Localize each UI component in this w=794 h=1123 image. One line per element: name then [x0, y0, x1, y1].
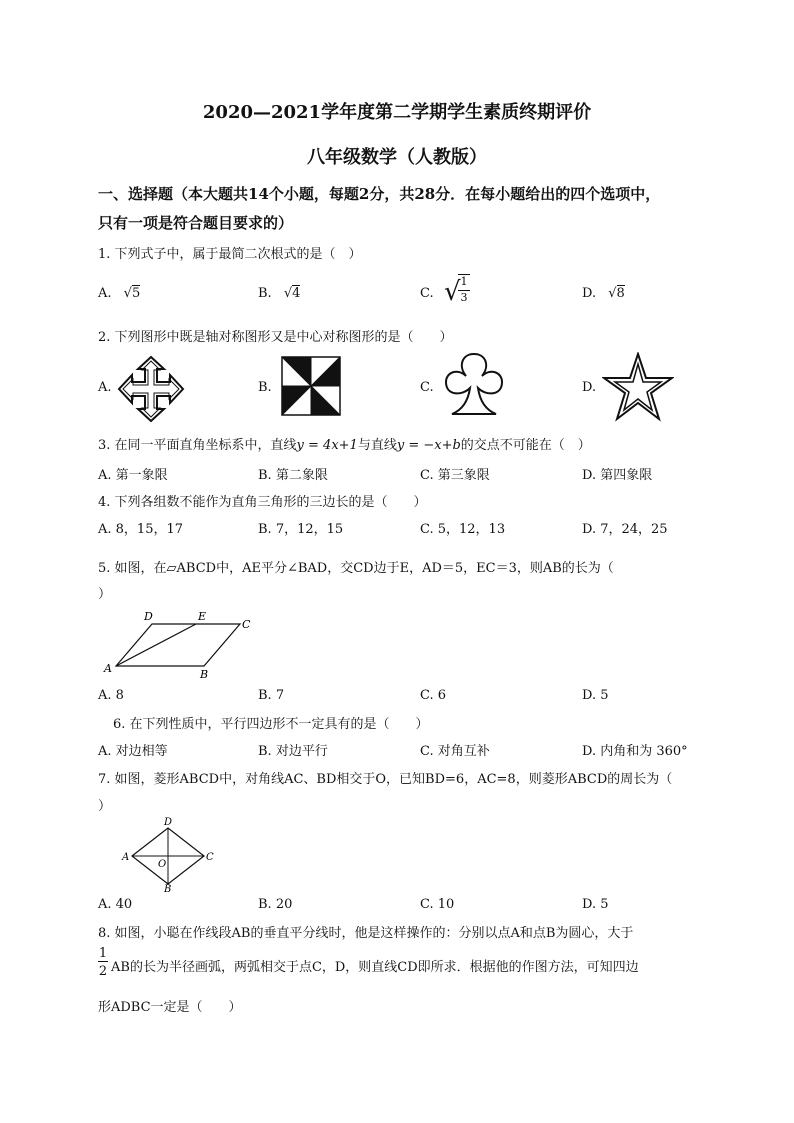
radicand: 4 [292, 286, 301, 301]
question-7-stem-cont: ） [98, 799, 112, 814]
question-8-line1: 8. 如图，小聪在作线段AB的垂直平分线时，他是这样操作的：分别以点A和点B为圆心，大于 [98, 926, 634, 941]
question-8-line2: AB的长为半径画弧，两弧相交于点C，D，则直线CD即所求．根据他的作图方法，可知四边 [111, 960, 639, 975]
q1-option-a [98, 286, 140, 301]
question-7-stem: 7. 如图，菱形ABCD中，对角线AC、BD相交于O，已知BD=6，AC=8，则菱形ABCD的周长为（ [98, 772, 673, 787]
q3-option-c: C. 第三象限 [420, 468, 490, 483]
parallelogram-figure [100, 606, 260, 682]
q5-option-b: B. 7 [258, 688, 285, 703]
sqrt-expression: √5 [123, 286, 141, 301]
sqrt-expression: √8 [608, 286, 625, 301]
stem-part: 3. 在同一平面直角坐标系中，直线 [98, 438, 297, 453]
stem-part: 的交点不可能在（ ） [460, 438, 591, 453]
label-b: B [164, 884, 172, 892]
question-6-stem: 6. 在下列性质中，平行四边形不一定具有的是（ ） [113, 717, 429, 732]
q6-option-a: A. 对边相等 [98, 744, 168, 759]
question-5-stem-cont: ） [98, 587, 112, 602]
q2-option-c-label: C. [420, 380, 434, 395]
question-4-stem: 4. 下列各组数不能作为直角三角形的三边长的是（ ） [98, 495, 427, 510]
label-o: O [158, 859, 167, 870]
q4-option-c: C. 5，12，13 [420, 522, 506, 537]
club-icon [442, 352, 506, 418]
radicand: 8 [616, 286, 625, 301]
equation: y = 4x+1 [296, 438, 358, 453]
label-d: D [164, 817, 173, 828]
q5-option-c: C. 6 [420, 688, 447, 703]
q3-option-d: D. 第四象限 [582, 468, 653, 483]
label-b: B [200, 668, 209, 681]
q2-option-a-label: A. [98, 380, 112, 395]
q4-option-b: B. 7，12，15 [258, 522, 344, 537]
q5-option-d: D. 5 [582, 688, 609, 703]
section-heading-line2: 只有一项是符合题目要求的） [98, 214, 294, 232]
q4-option-d: D. 7，24，25 [582, 522, 668, 537]
q6-option-c: C. 对角互补 [420, 744, 490, 759]
q6-option-d: D. 内角和为 360° [582, 744, 688, 759]
stem-part: 与直线 [357, 438, 397, 453]
question-3-stem [98, 434, 591, 453]
fraction-numerator: 1 [458, 274, 470, 289]
sqrt-expression: √4 [283, 286, 301, 301]
option-label: C. [420, 286, 434, 301]
label-c: C [206, 852, 214, 863]
q3-option-a: A. 第一象限 [98, 468, 168, 483]
option-label: A. [98, 286, 112, 301]
label-c: C [242, 618, 251, 631]
page-subtitle: 八年级数学（人教版） [307, 147, 487, 168]
rhombus-figure [120, 814, 216, 892]
star-outline-icon [602, 352, 674, 422]
label-a: A [122, 852, 130, 863]
pinwheel-icon [280, 355, 342, 417]
fraction-denominator: 2 [98, 964, 108, 979]
page-title: 2020—2021学年度第二学期学生素质终期评价 [202, 102, 592, 123]
q5-option-a: A. 8 [98, 688, 124, 703]
q7-option-a: A. 40 [98, 897, 133, 912]
q6-option-b: B. 对边平行 [258, 744, 328, 759]
q2-option-d-label: D. [582, 380, 597, 395]
q4-option-a: A. 8，15，17 [98, 522, 184, 537]
fraction-denominator: 3 [458, 290, 470, 305]
label-a: A [104, 662, 112, 675]
section-heading-line1: 一、选择题（本大题共14个小题，每题2分，共28分．在每小题给出的四个选项中， [98, 185, 661, 203]
equation: y = −x+b [396, 438, 461, 453]
label-e: E [198, 610, 207, 623]
fraction-numerator: 1 [98, 946, 108, 961]
label-d: D [144, 610, 153, 623]
question-1-stem: 1. 下列式子中，属于最简二次根式的是（ ） [98, 247, 362, 262]
q7-option-b: B. 20 [258, 897, 293, 912]
option-label: D. [582, 286, 597, 301]
q3-option-b: B. 第二象限 [258, 468, 328, 483]
four-way-arrow-icon [116, 355, 186, 423]
option-label: B. [258, 286, 272, 301]
question-2-stem: 2. 下列图形中既是轴对称图形又是中心对称图形的是（ ） [98, 330, 453, 345]
sqrt-sign: √ [444, 277, 461, 307]
q2-option-b-label: B. [258, 380, 272, 395]
radicand: 5 [131, 286, 141, 301]
q1-option-d [582, 286, 625, 301]
q7-option-d: D. 5 [582, 897, 609, 912]
question-8-line3: 形ADBC一定是（ ） [98, 1000, 242, 1015]
question-5-stem: 5. 如图，在▱ABCD中，AE平分∠BAD，交CD边于E，AD＝5，EC＝3，则AB的长为（ [98, 561, 614, 576]
q7-option-c: C. 10 [420, 897, 455, 912]
q1-option-b [258, 286, 300, 301]
